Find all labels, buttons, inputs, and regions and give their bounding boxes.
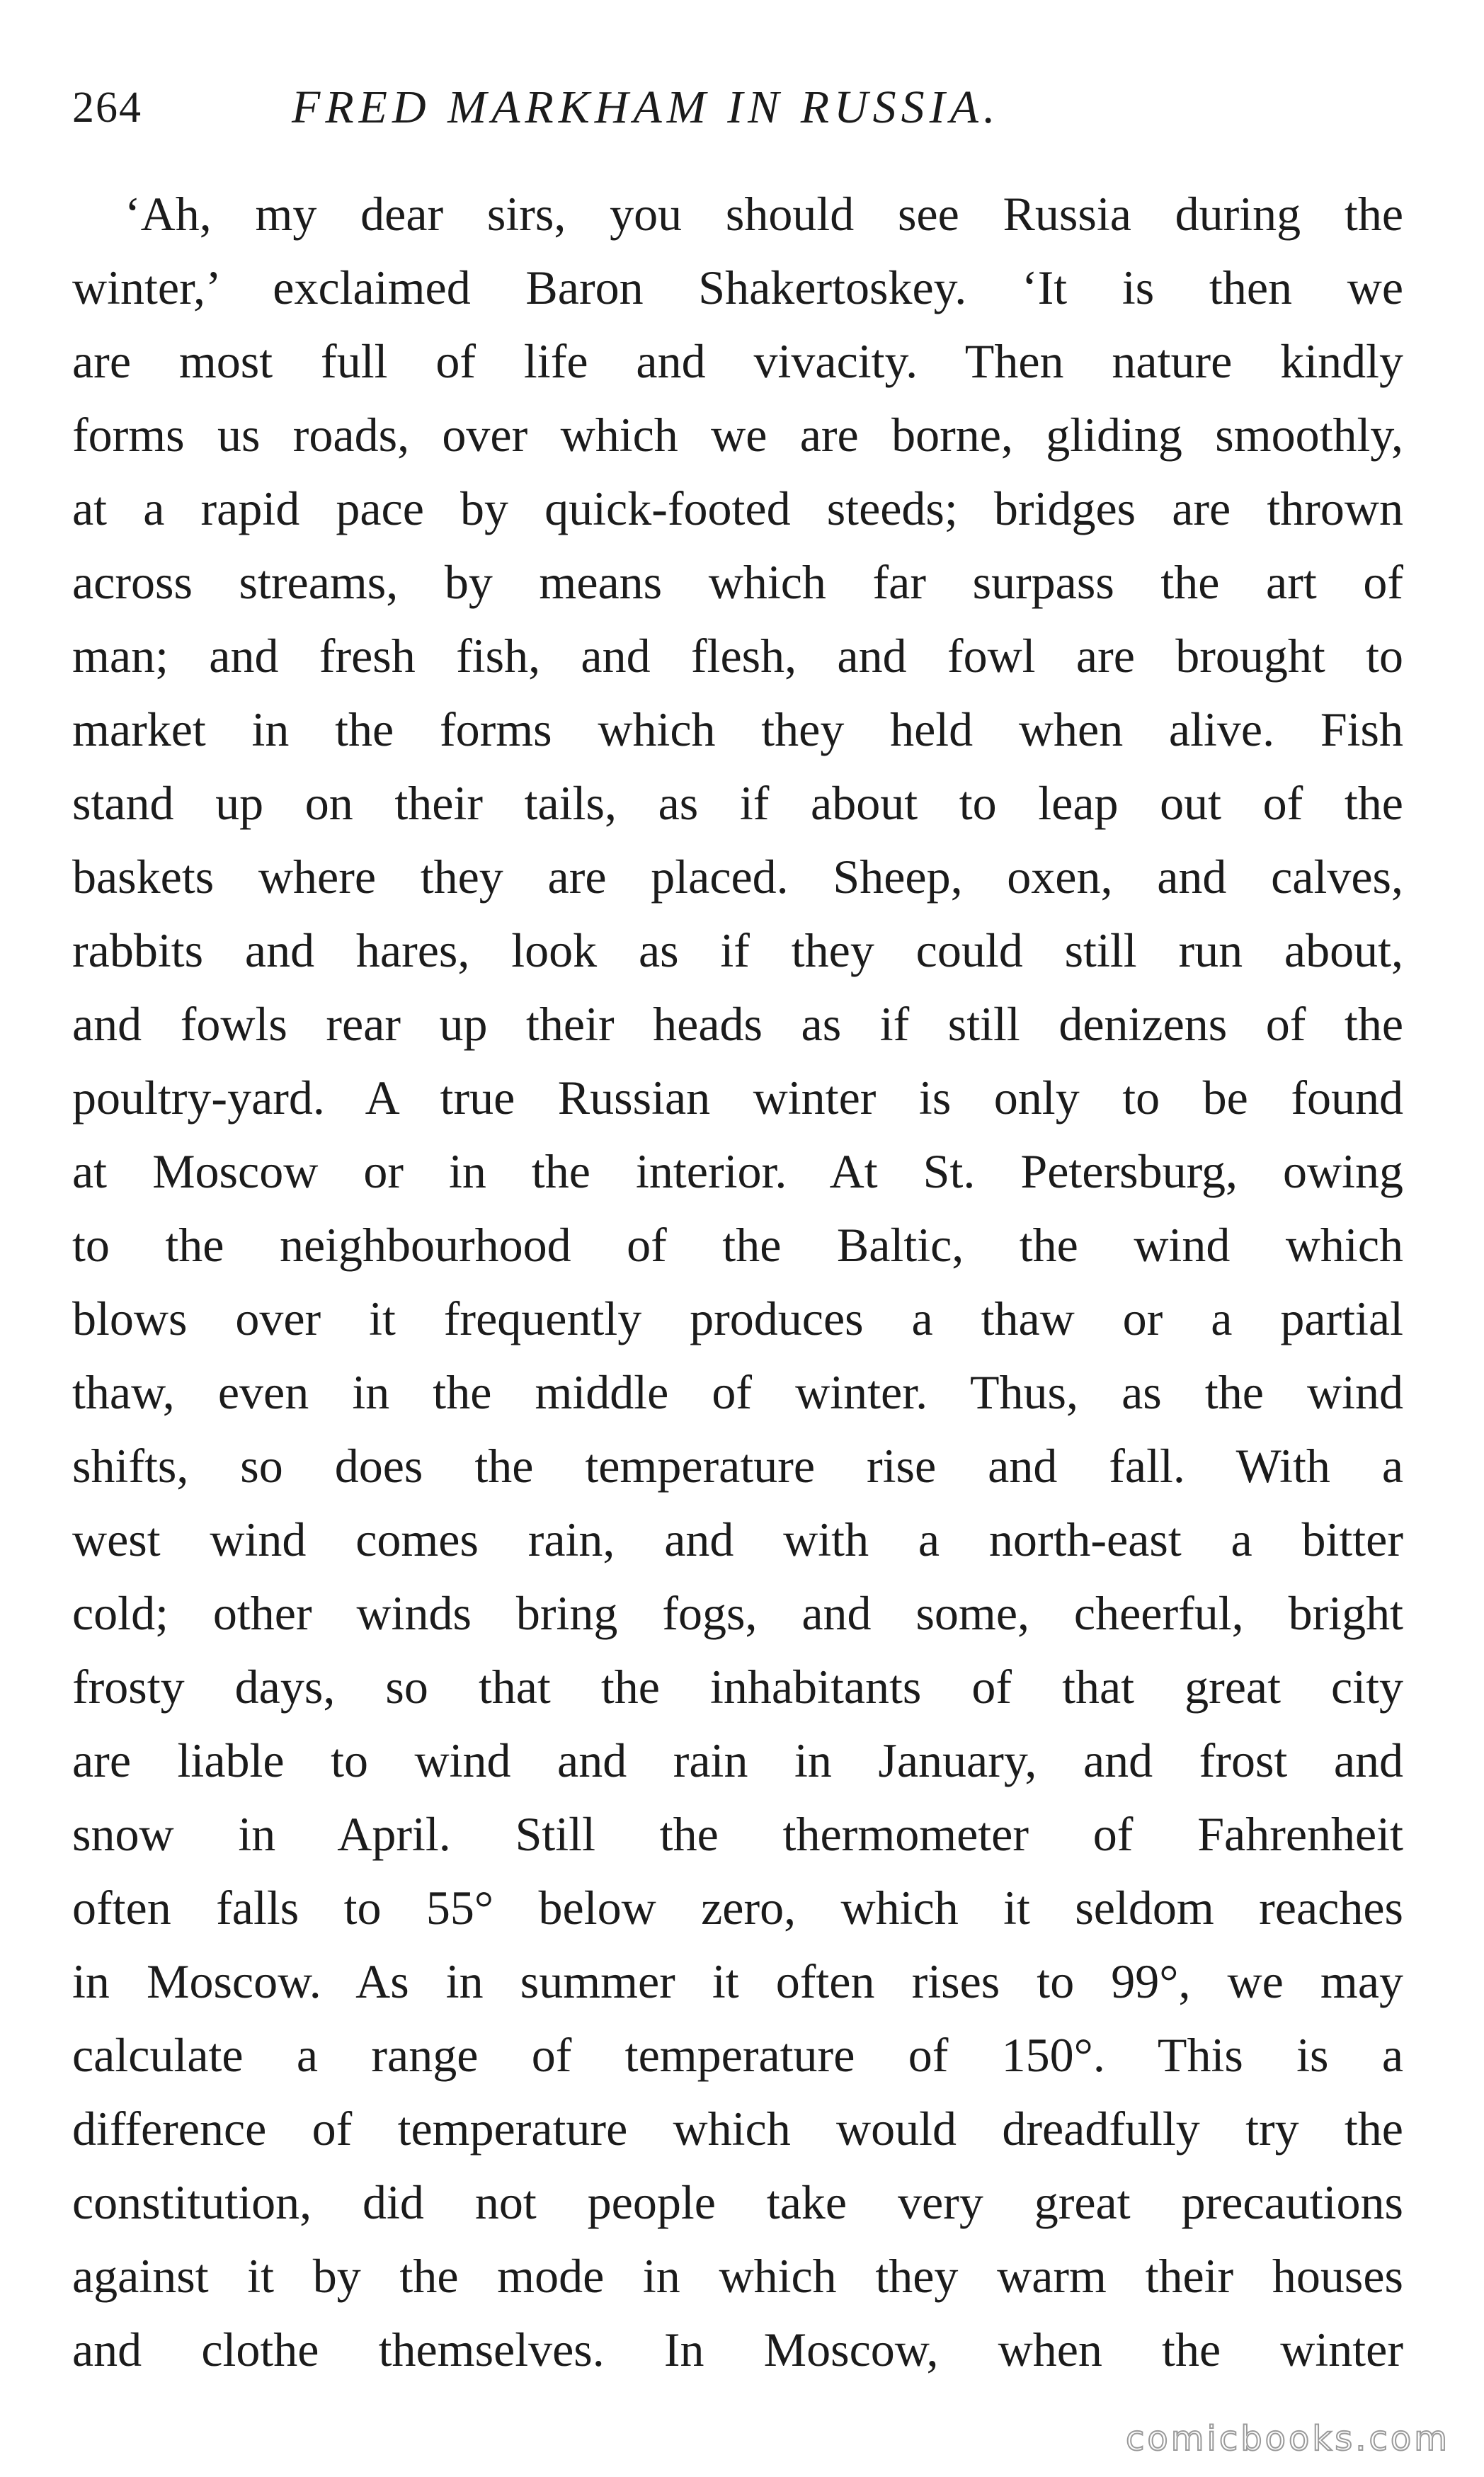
text-line: thaw, even in the middle of winter. Thus, as the wind: [72, 1365, 1403, 1419]
text-line: winter,’ exclaimed Baron Shakertoskey. ‘It is then we: [72, 261, 1403, 314]
text-line: cold; other winds bring fogs, and some, cheerful, bright: [72, 1586, 1403, 1640]
text-line: at Moscow or in the interior. At St. Petersburg, owing: [72, 1144, 1403, 1198]
text-line: west wind comes rain, and with a north-east a bitter: [72, 1513, 1403, 1566]
text-line: forms us roads, over which we are borne, gliding smoothly,: [72, 408, 1403, 462]
text-line: often falls to 55° below zero, which it seldom reaches: [72, 1881, 1403, 1935]
text-line: are most full of life and vivacity. Then nature kindly: [72, 334, 1403, 388]
text-line: calculate a range of temperature of 150°. This is a: [72, 2028, 1403, 2082]
text-line: rabbits and hares, look as if they could still run about,: [72, 923, 1403, 977]
text-line: in Moscow. As in summer it often rises to 99°, we may: [72, 1954, 1403, 2008]
text-line: ‘Ah, my dear sirs, you should see Russia during the: [125, 187, 1403, 241]
text-line: difference of temperature which would dreadfully try the: [72, 2102, 1403, 2156]
watermark: comicbooks.com: [1125, 2419, 1450, 2459]
text-line: snow in April. Still the thermometer of Fahrenheit: [72, 1807, 1403, 1861]
text-line: stand up on their tails, as if about to leap out of the: [72, 776, 1403, 830]
body-text: [72, 177, 1403, 2386]
text-line: and clothe themselves. In Moscow, when the winter: [72, 2323, 1403, 2376]
text-line: against it by the mode in which they warm their houses: [72, 2249, 1403, 2303]
text-line: poultry-yard. A true Russian winter is only to be found: [72, 1071, 1403, 1124]
text-line: shifts, so does the temperature rise and fall. With a: [72, 1439, 1403, 1493]
text-line: blows over it frequently produces a thaw or a partial: [72, 1292, 1403, 1345]
text-line: baskets where they are placed. Sheep, oxen, and calves,: [72, 850, 1403, 904]
page-header: [72, 65, 1417, 150]
text-line: frosty days, so that the inhabitants of that great city: [72, 1660, 1403, 1714]
text-line: across streams, by means which far surpass the art of: [72, 555, 1403, 609]
text-line: man; and fresh fish, and flesh, and fowl are brought to: [72, 629, 1403, 683]
text-line: constitution, did not people take very great precautions: [72, 2175, 1403, 2229]
text-line: and fowls rear up their heads as if still denizens of the: [72, 997, 1403, 1051]
text-line: to the neighbourhood of the Baltic, the wind which: [72, 1218, 1403, 1272]
page-number: 264: [72, 84, 142, 132]
text-line: market in the forms which they held when alive. Fish: [72, 702, 1403, 756]
running-title: FRED MARKHAM IN RUSSIA.: [292, 81, 1000, 133]
text-line: at a rapid pace by quick-footed steeds; bridges are thrown: [72, 482, 1403, 535]
text-line: are liable to wind and rain in January, and frost and: [72, 1733, 1403, 1787]
